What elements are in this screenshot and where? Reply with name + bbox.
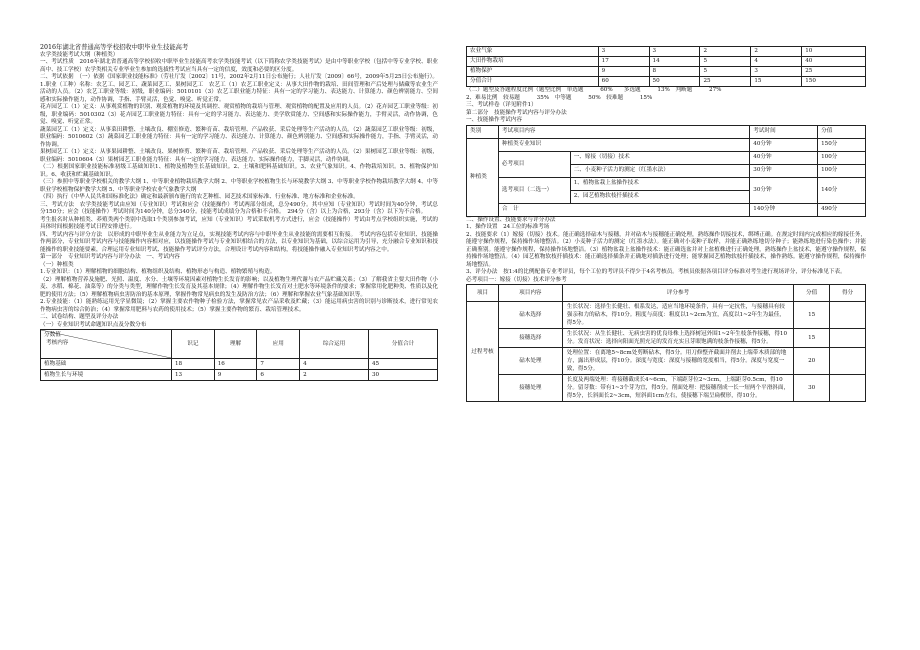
paragraph: （四）执行《中华人民共和国标准化法》确定和最新颁布施行的农艺种植、园艺技术国家标准、行业标准、地方标准和企业标准。 bbox=[40, 194, 359, 200]
table-cell bbox=[830, 348, 866, 375]
text-line: （二）题型及答题程度比例（题型比例 单选题 60% 多选题 13% 判断题 27% bbox=[466, 87, 722, 93]
page-title: 2016年湖北省普通高等学校招收中职毕业生技能高考 bbox=[40, 44, 189, 51]
table-cell: 30 bbox=[369, 370, 438, 381]
table-cell: 9 bbox=[214, 370, 257, 381]
column-header: 评分参考 bbox=[562, 285, 793, 302]
column-header: 分值 bbox=[794, 285, 830, 302]
table-cell: 选考项目（二选一） bbox=[498, 177, 570, 203]
text-line: 一、技能操作考试内容 bbox=[466, 117, 522, 123]
paragraph: （二）根据国家职业技能标准初级工基础知识1、植物及植物生长基础知识。2、土壤和肥料基础知识。3、农业气象知识。4、作物栽培知识。5、植物保护知识。6、收获和贮藏基础知识。 bbox=[40, 164, 438, 178]
table-cell bbox=[830, 375, 866, 402]
table-cell: 5 bbox=[700, 67, 751, 77]
diagonal-header-cell bbox=[41, 330, 172, 359]
table-cell: 16 bbox=[214, 359, 257, 370]
column-header: 考试时间 bbox=[750, 125, 818, 138]
text-line: 2、技能要求（1）嫁接（切接）技术。能正确选择砧木与接穗，并对砧木与接穗能正确处理，熟练操作切接技术，绑缚正确。在规定时间内完成相应的嫁接任务，能遵守操作规程，保持操作场地整洁。（2）小麦种子活力的测定（红墨水法）。能正确对小麦种子取样，并能正确熟练地切分种子；能熟练地进行染色操作；并能正确鉴别。能遵守操作规程，保持操作场地整洁。（3）植物盆栽上盆操作技术：能正确选盆并对上盆植株进行正确处理，熟练操作上盆技术，能遵守操作规程，保持操作场地整洁。（4）园艺植物软枝扦插技术：能正确选择插条并正确地对插条进行处理；能掌握园艺植物软枝扦插技术，操作熟练。能遵守操作规程，保持操作场地整洁。 bbox=[466, 231, 866, 268]
table-cell: 3 bbox=[751, 67, 802, 77]
paragraph: 一、考试性质 2016年湖北省普通高等学校招收中职毕业生技能高考农学类技能考试（以下简称农学类技能考试）是由中等职业学校（包括中等专业学校、职业高中、技工学校）农学类相关专业毕业生参加的选拔性考试应当具有一定的信度，效度和必要的区分度。 bbox=[40, 59, 438, 73]
table-row bbox=[41, 359, 438, 370]
table-cell: 砧木处理 bbox=[498, 348, 562, 375]
table-cell: 1、植物盆栽上盆操作技术 bbox=[570, 177, 750, 190]
table-cell: 8 bbox=[649, 67, 700, 77]
paragraph: 花卉园艺工（1）定义：从事观赏植物的识别、观赏植物的环境及其调控、观赏植物的栽培与管理、观赏植物的配置及应用的人员。（2）花卉园艺工职业等级：初级，职业编码：5010302（3）花卉园艺工职业能力特征：具有一定的学习能力、表达能力、美学欣赏能力、空间感和实际操作能力，手臂灵活，动作协调，色觉、嗅觉、听觉正常。 bbox=[40, 104, 438, 125]
knowledge-distribution-table-continued bbox=[466, 46, 866, 87]
paragraph: 三、考试方法 农学类技能考试由应知（专业知识）考试和应会（技能操作）考试两部分组成，总分490分。其中应知（专业知识）考试时间为40分钟，考试总分150分；应会（技能操作）考试时间为140分钟，总分340分。技能考试成绩分为合格和不合格。 294分（含）以上为合格，293分（含）以下为不合格。 bbox=[40, 201, 438, 215]
table-cell: 砧木选择 bbox=[498, 302, 562, 329]
table-cell: 9 bbox=[598, 67, 649, 77]
table-cell: 二、小麦种子活力的测定（红墨水法） bbox=[570, 164, 750, 177]
category-cell: 种植类 bbox=[467, 138, 499, 216]
paragraph: （三）参照中等职业学校相关的教学大纲 1、中等职业植物栽培教学大纲 2、中等职业学校植物生长与环境教学大纲 3、中等职业学校作物栽培教学大纲 4、中等职业学校植物保护教学大纲 5、中等职业学校农业气象教学大纲 bbox=[40, 179, 438, 193]
column-header: 应用 bbox=[257, 330, 300, 359]
table-cell: 60 bbox=[598, 77, 649, 87]
knowledge-distribution-table bbox=[40, 329, 438, 381]
table-cell: 20 bbox=[794, 348, 830, 375]
subtitle: 农学类技能考试大纲（种植类） bbox=[40, 51, 119, 58]
text-line: 第二部分 技能操作考试内容与评分办法 bbox=[466, 109, 567, 116]
column-header: 考试项目内容 bbox=[498, 125, 749, 138]
table-cell: 18 bbox=[172, 359, 215, 370]
table-cell: 3 bbox=[598, 47, 649, 57]
paragraph: （一）专业知识考试命题知识点及分数分布 bbox=[40, 321, 147, 328]
paragraph: 2.专业技能：（1）能熟练运用光学显微镜；（2）掌握主要农作物种子检验方法，掌握常见农产品采收及贮藏；（3）能运用病虫害的识别与诊断技术，进行常见农作物病虫害的综合防治；（4）掌握常用肥料与农药的使用技术；（5）掌握主要作物的繁育、栽培管理技术。 bbox=[40, 299, 438, 313]
table-row bbox=[467, 138, 866, 151]
table-cell: 25 bbox=[802, 67, 866, 77]
table-cell: 6 bbox=[257, 370, 300, 381]
table-header-row bbox=[467, 125, 866, 138]
table-cell: 植物保护 bbox=[467, 67, 599, 77]
table-row bbox=[467, 151, 866, 164]
table-header-row bbox=[467, 285, 866, 302]
table-cell: 30分钟 bbox=[750, 177, 818, 203]
paragraph: 果树园艺工（1）定义：从事果园耕整、土壤改良、果树修剪、繁种育苗、栽培管理、产品收获、采后处理等生产活动的人员。（2）果树园艺工职业等级：初级，职业编码：5010604（3）果树园艺工职业能力特征：具有一定的学习能力、表达能力、实际操作能力，手脚灵活，动作协调。 bbox=[40, 149, 438, 163]
table-cell: 必考项目 bbox=[498, 151, 570, 177]
left-column bbox=[40, 44, 438, 381]
table-cell: 100分 bbox=[818, 151, 866, 164]
table-cell: 30 bbox=[794, 375, 830, 402]
text-line: 3、评分办法 按1:4的比例配备专业考评员，每个工位的考评员不得少于4名考核员。考核员依据各项目评分标准对考生进行现场评分，评分标准见下表。 bbox=[466, 269, 846, 275]
column-header: 识记 bbox=[172, 330, 215, 359]
table-cell: 50 bbox=[649, 77, 700, 87]
paragraph: 考生报名时从种植类、养殖类两个类别中选取1个类别参加考试，应知（专业知识）考试采取机考方式进行，应会（技能操作）考试由考点学校组织实施，考试的具体时间根据技能考试日程安排进行。 bbox=[40, 216, 438, 230]
paragraph: 四、考试内容与评分方法 以形成的中职毕业生从业能力为立足点，实现技能考试内容与中职毕业生从业技能的需要相互衔接。 考试内容包括专业知识、技能操作两部分，专业知识考试内容与技能操作内容相对应，以技能操作考试与专业知识相结合的方法，以专业知识为基础，以综合运用为引导，充分融合专业知识和技能操作的职业技能要素，合理运用专业知识考试、技能操作考试评分方法，合理设计考试内容和结构，将技能操作融入专业知识考试内容之中。 bbox=[40, 231, 438, 253]
table-cell: 25 bbox=[700, 77, 751, 87]
table-cell: 150 bbox=[802, 77, 866, 87]
paragraph: 蔬菜园艺工（1）定义：从事菜田耕整、土壤改良、棚室修造、繁种育苗、栽培管理、产品收获、采后处理等生产活动的人员。（2）蔬菜园艺工职业等级：初级，职业编码：5010602（3）蔬菜园艺工职业能力特征：具有一定的学习能力、表达能力、计算能力、颜色辨别能力、空间感和实际操作能力，手指、手臂灵活，动作协调。 bbox=[40, 126, 438, 148]
table-cell: 一、嫁接（切接）技术 bbox=[570, 151, 750, 164]
table-cell: 处理位置：在离地5~8cm处剪断砧木，得5分。用刀修整齐截面并削去上端带木质部的地方，露出形成层，得10分。深度与宽度：深度与接穗的宽度相当，得5分。深度与宽度一致，得5分。 bbox=[562, 348, 793, 375]
table-cell: 140分钟 bbox=[750, 203, 818, 216]
skill-content-table bbox=[466, 125, 866, 217]
column-header: 项目 bbox=[467, 285, 499, 302]
group-cell: 过程考核 bbox=[467, 302, 499, 402]
table-cell: 150分 bbox=[818, 138, 866, 151]
table-cell: 17 bbox=[598, 57, 649, 67]
grafting-score-table bbox=[466, 284, 866, 402]
table-cell: 40分钟 bbox=[750, 151, 818, 164]
table-cell: 30分钟 bbox=[750, 164, 818, 177]
diag-top-label: 分数值 bbox=[44, 332, 61, 338]
text-line: 二、操作设置、技能要求与评分办法 bbox=[466, 216, 556, 223]
table-cell: 植物基础 bbox=[41, 359, 172, 370]
table-row bbox=[41, 370, 438, 381]
table-cell bbox=[830, 329, 866, 348]
table-cell: 生长状况：从生长健壮、无病虫害的优良母株上选择树冠外围1~2年生枝条作接穗，得10分。发育状况：选择向阳面光照充足的发育充实且芽眼饱满的枝条作接穗，得5分。 bbox=[562, 329, 793, 348]
column-header: 分值 bbox=[818, 125, 866, 138]
table-row bbox=[467, 47, 866, 57]
table-cell: 15 bbox=[794, 329, 830, 348]
table-cell: 分值合计 bbox=[467, 77, 599, 87]
table-cell: 大田作物栽培 bbox=[467, 57, 599, 67]
column-header: 理解 bbox=[214, 330, 257, 359]
table-row bbox=[467, 302, 866, 329]
text-line: 三、考试样卷（详见附件1） bbox=[466, 102, 537, 108]
table-cell: 140分 bbox=[818, 177, 866, 203]
table-cell: 13 bbox=[172, 370, 215, 381]
table-row bbox=[467, 329, 866, 348]
table-cell: 接穗选择 bbox=[498, 329, 562, 348]
table-cell: 10 bbox=[802, 47, 866, 57]
table-cell: 2 bbox=[700, 47, 751, 57]
table-cell: 40分钟 bbox=[750, 138, 818, 151]
table-cell: 15 bbox=[751, 77, 802, 87]
column-header: 类别 bbox=[467, 125, 499, 138]
column-header: 得分 bbox=[830, 285, 866, 302]
table-header-row bbox=[41, 330, 438, 359]
paragraph: （2）理解植物营养及施肥、光照、温度、水分、土壤等环境因素对植物生长发育的影响；以及植物生理代谢与农产品贮藏关系；（3）了解我省主要大田作物（小麦、水稻、棉花、油菜等）的分类与类型，理解作物生长发育及其基本规律；（4）理解作物生长发育对土肥水等环境条件的要求；掌握常用化肥种类、性质以及化肥的使用方法；（5）理解植物病虫害防治的基本原理，掌握作物常见病虫的发生及防治方法；（6）理解和掌握农业气象基础知识等。 bbox=[40, 276, 438, 298]
table-cell: 长度及两端处理：将接穗截成长4~6cm，下端距芽位2~3cm，上端距芽0.5cm，得10分。留芽数：带有1~3个芽为宜，得5分。削面处理：把接穗削成一长一短两个平滑斜面，得5分，长斜面长2~3cm，短斜面1cm左右，使接穗下端呈扁楔形，得10分。 bbox=[562, 375, 793, 402]
paragraph: 1.专业知识：（1）理解植物的细胞结构、植物组织及结构、植物形态与构造、植物繁殖与构造。 bbox=[40, 269, 276, 275]
table-cell: 接穗处理 bbox=[498, 375, 562, 402]
table-cell: 4 bbox=[751, 57, 802, 67]
table-cell: 农业气象 bbox=[467, 47, 599, 57]
table-cell: 100分 bbox=[818, 164, 866, 177]
table-cell bbox=[830, 302, 866, 329]
table-cell: 40 bbox=[802, 57, 866, 67]
text-line: 1、操作设置 24工位的标准考场 bbox=[466, 224, 550, 230]
table-cell: 490分 bbox=[818, 203, 866, 216]
table-row bbox=[467, 348, 866, 375]
table-cell: 45 bbox=[369, 359, 438, 370]
table-row bbox=[467, 67, 866, 77]
table-row bbox=[467, 177, 866, 190]
table-cell: 合 计 bbox=[498, 203, 749, 216]
text-line: 2、难易比例 较易题 35% 中等题 50% 较难题 15% bbox=[466, 94, 653, 101]
table-cell: 15 bbox=[794, 302, 830, 329]
paragraph: 二、考试依据 （一）依据《国家职业技能标准》（劳社厅发〔2002〕11号，2002年2月11日公布施行；人社厅发〔2009〕66号，2009年5月25日公布施行）。1.职业（工种）名称：农艺工、园艺工、蔬菜园艺工、果树园艺工 农艺工（1）农艺工职业定义：从事大田作物的栽培、田间管理和产后处理与储藏等农业生产活动的人员。（2）农艺工职业等级：初级，职业编码：5010101（3）农艺工职业能力特征：具有一定的学习能力、表达能力、计算能力、颜色辨别能力、空间感和实际操作能力，动作协调，手指、手臂灵活，色觉、嗅觉、听觉正常。 bbox=[40, 74, 438, 103]
table-row bbox=[467, 57, 866, 67]
column-header: 项目内容 bbox=[498, 285, 562, 302]
paragraph: （一）种植类 bbox=[40, 261, 74, 268]
diag-bottom-label: 考核内容 bbox=[46, 340, 69, 346]
right-column bbox=[466, 46, 866, 402]
table-cell: 7 bbox=[257, 359, 300, 370]
text-line: 必考项目一：嫁接（切接）技术评分参考 bbox=[466, 276, 567, 283]
table-cell: 生长状况：选择生长健壮、根系发达，适应当地环境条件，具有一定抗性，与接穗具有较强亲和力的砧木，得10分。粗度与高度：粗度以1~2cm为宜，高度以1~2年生为最佳，得5分。 bbox=[562, 302, 793, 329]
paragraph: 第一部分 专业知识考试内容与评分办法 一、考试内容 bbox=[40, 254, 180, 260]
table-row bbox=[467, 375, 866, 402]
table-cell: 植物生长与环境 bbox=[41, 370, 172, 381]
column-header: 综合运用 bbox=[300, 330, 369, 359]
table-cell: 2、园艺植物软枝扦插技术 bbox=[570, 190, 750, 203]
column-header: 分值合计 bbox=[369, 330, 438, 359]
table-cell: 种植类专业知识 bbox=[498, 138, 749, 151]
table-cell: 2 bbox=[751, 47, 802, 57]
table-cell: 14 bbox=[649, 57, 700, 67]
table-row bbox=[467, 203, 866, 216]
table-cell: 5 bbox=[700, 57, 751, 67]
table-cell: 2 bbox=[300, 370, 369, 381]
table-cell: 3 bbox=[649, 47, 700, 57]
paragraph: 二、试卷结构、题型及评分办法 bbox=[40, 314, 119, 320]
table-cell: 4 bbox=[300, 359, 369, 370]
table-row bbox=[467, 77, 866, 87]
